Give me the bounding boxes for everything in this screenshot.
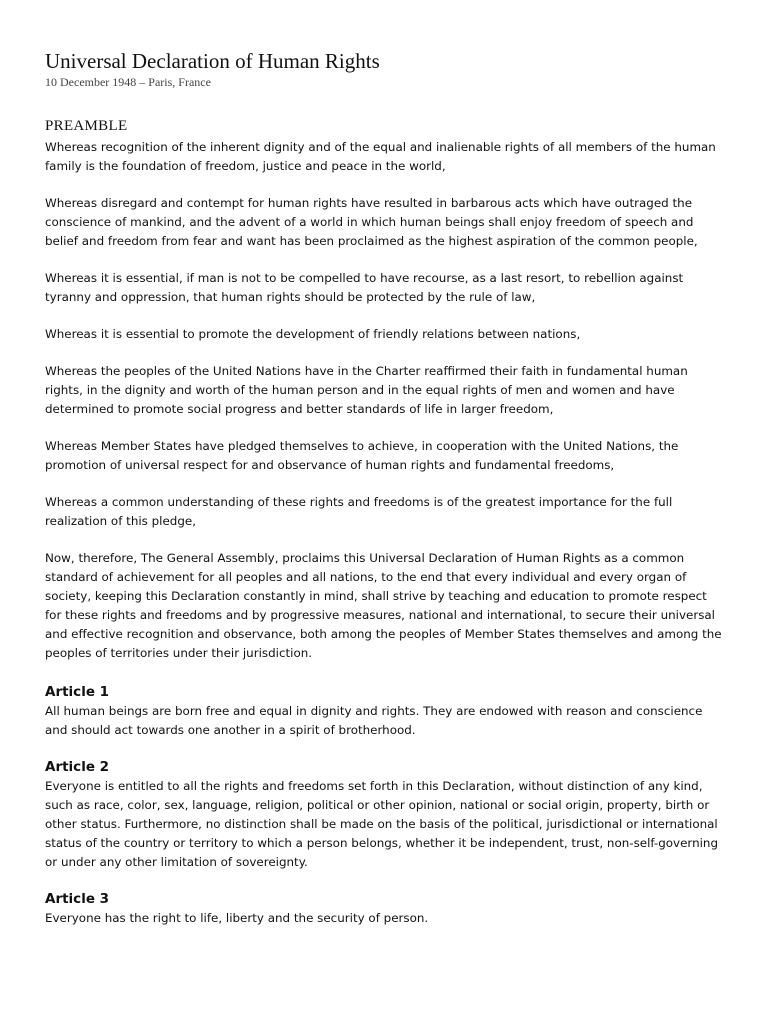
article-heading: Article 1 [45, 684, 110, 700]
article-1 [45, 683, 725, 740]
preamble-paragraph: Whereas disregard and contempt for human rights have resulted in barbarous acts which have outraged the conscience of mankind, and the advent of a world in which human beings shall enjoy freedom of speech and belief and freedom from fear and want has been proclaimed as the highest aspiration of the common people, [45, 196, 698, 248]
article-heading: Article 3 [45, 891, 110, 907]
preamble-body [45, 138, 725, 663]
articles-list [45, 683, 725, 928]
article-text: Everyone is entitled to all the rights and freedoms set forth in this Declaration, without distinction of any kind, such as race, color, sex, language, religion, political or other opinion, national or social origin, property, birth or other status. Furthermore, no distinction shall be made on the basis of the political, jurisdictional or international status of the country or territory to which a person belongs, whether it be independent, trust, non-self-governing or under any other limitation of sovereignty. [45, 779, 718, 869]
article-2 [45, 758, 725, 872]
document-page [45, 48, 725, 928]
article-heading: Article 2 [45, 759, 110, 775]
article-text: Everyone has the right to life, liberty and the security of person. [45, 911, 429, 925]
preamble-paragraph: Whereas Member States have pledged themselves to achieve, in cooperation with the United Nations, the promotion of universal respect for and observance of human rights and fundamental freedoms, [45, 439, 679, 472]
article-3 [45, 890, 725, 928]
article-text: All human beings are born free and equal in dignity and rights. They are endowed with reason and conscience and should act towards one another in a spirit of brotherhood. [45, 704, 703, 737]
preamble-paragraph: Whereas it is essential to promote the development of friendly relations between nations, [45, 327, 581, 341]
preamble-paragraph: Whereas recognition of the inherent dignity and of the equal and inalienable rights of all members of the human family is the foundation of freedom, justice and peace in the world, [45, 140, 716, 173]
preamble-paragraph: Whereas the peoples of the United Nations have in the Charter reaffirmed their faith in fundamental human rights, in the dignity and worth of the human person and in the equal rights of men and women and have determined to promote social progress and better standards of life in larger freedom, [45, 364, 688, 416]
document-subtitle: 10 December 1948 – Paris, France [45, 75, 211, 89]
preamble-paragraph: Whereas it is essential, if man is not to be compelled to have recourse, as a last resort, to rebellion against tyranny and oppression, that human rights should be protected by the rule of law, [45, 271, 684, 304]
preamble-paragraph: Now, therefore, The General Assembly, proclaims this Universal Declaration of Human Rights as a common standard of achievement for all peoples and all nations, to the end that every individual and every organ of society, keeping this Declaration constantly in mind, shall strive by teaching and education to promote respect for these rights and freedoms and by progressive measures, national and international, to secure their universal and effective recognition and observance, both among the peoples of Member States themselves and among the peoples of territories under their jurisdiction. [45, 551, 722, 660]
preamble-heading: PREAMBLE [45, 118, 128, 134]
preamble-paragraph: Whereas a common understanding of these rights and freedoms is of the greatest importance for the full realization of this pledge, [45, 495, 673, 528]
document-title: Universal Declaration of Human Rights [45, 49, 380, 73]
